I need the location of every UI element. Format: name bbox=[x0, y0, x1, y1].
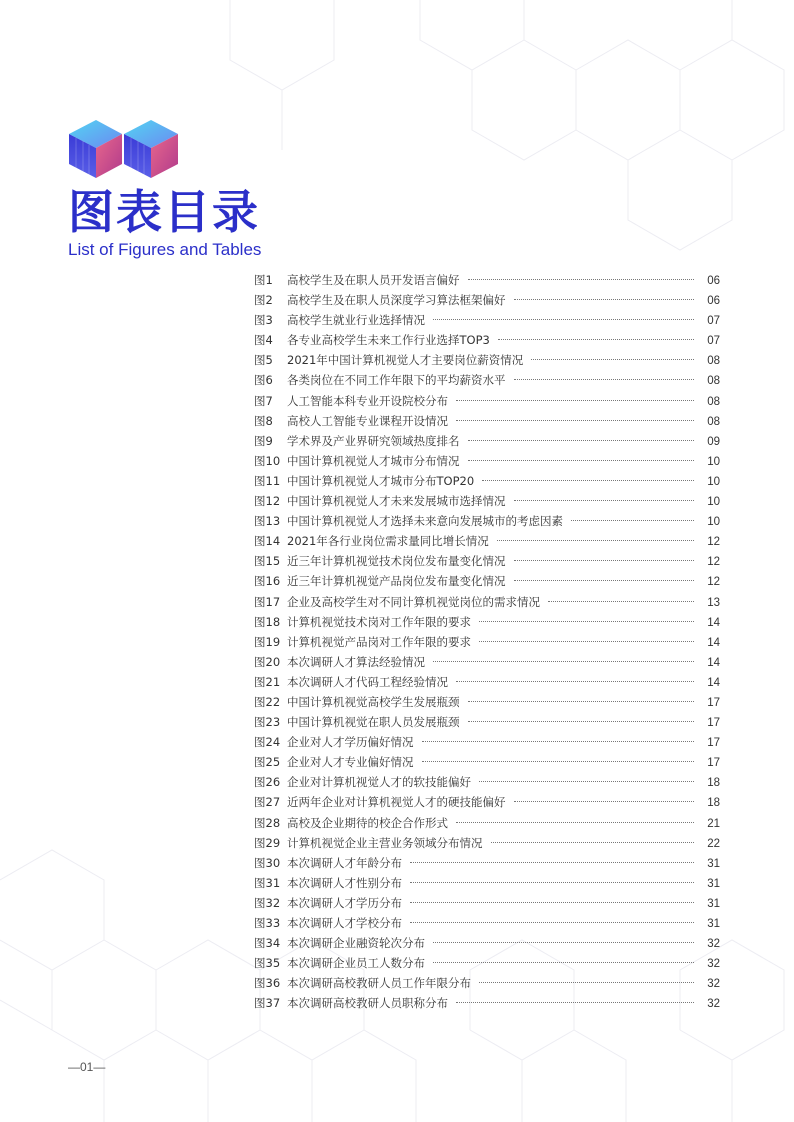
figure-page-number: 17 bbox=[707, 717, 720, 730]
figure-page-number: 18 bbox=[707, 797, 720, 810]
figure-number: 图31 bbox=[254, 875, 281, 890]
toc-entry[interactable] bbox=[254, 893, 720, 913]
dot-leader bbox=[410, 882, 694, 883]
page-title: 图表目录 bbox=[68, 185, 260, 239]
figure-page-number: 14 bbox=[707, 656, 720, 669]
figure-page-number: 10 bbox=[707, 455, 720, 468]
figure-number: 图30 bbox=[254, 855, 281, 870]
dot-leader bbox=[456, 400, 694, 401]
figure-page-number: 07 bbox=[707, 335, 720, 348]
figure-page-number: 10 bbox=[707, 496, 720, 509]
figure-number: 图18 bbox=[254, 614, 281, 629]
figure-title: 本次调研人才性别分布 bbox=[287, 875, 402, 890]
figure-page-number: 32 bbox=[707, 998, 720, 1011]
figure-number: 图10 bbox=[254, 453, 281, 468]
toc-entry[interactable] bbox=[254, 270, 720, 290]
toc-entry[interactable] bbox=[254, 873, 720, 893]
figure-page-number: 32 bbox=[707, 958, 720, 971]
dot-leader bbox=[491, 842, 695, 843]
figure-number: 图7 bbox=[254, 393, 273, 408]
toc-entry[interactable] bbox=[254, 632, 720, 652]
figure-page-number: 14 bbox=[707, 616, 720, 629]
figure-number: 图14 bbox=[254, 534, 281, 549]
figure-title: 中国计算机视觉人才选择未来意向发展城市的考虑因素 bbox=[287, 514, 563, 529]
toc-entry[interactable] bbox=[254, 752, 720, 772]
figure-number: 图1 bbox=[254, 273, 273, 287]
dot-leader bbox=[497, 540, 694, 541]
figure-page-number: 08 bbox=[707, 395, 720, 408]
dot-leader bbox=[456, 822, 694, 823]
dot-leader bbox=[433, 661, 694, 662]
dot-leader bbox=[433, 962, 694, 963]
toc-entry[interactable] bbox=[254, 491, 720, 511]
dot-leader bbox=[571, 520, 694, 521]
figure-title: 计算机视觉产品岗对工作年限的要求 bbox=[287, 634, 471, 649]
figure-title: 学术界及产业界研究领域热度排名 bbox=[287, 433, 460, 448]
dot-leader bbox=[479, 641, 694, 642]
figure-title: 高校学生及在职人员开发语言偏好 bbox=[287, 273, 460, 287]
figure-number: 图2 bbox=[254, 293, 273, 308]
dot-leader bbox=[531, 359, 694, 360]
figure-number: 图22 bbox=[254, 694, 281, 709]
toc-entry[interactable] bbox=[254, 813, 720, 833]
page-number: —01— bbox=[68, 1060, 106, 1074]
figure-title: 近三年计算机视觉产品岗位发布量变化情况 bbox=[287, 574, 506, 589]
figure-page-number: 31 bbox=[707, 918, 720, 930]
dot-leader bbox=[468, 440, 695, 441]
dot-leader bbox=[479, 982, 694, 983]
dot-leader bbox=[422, 741, 695, 742]
figure-number: 图20 bbox=[254, 654, 281, 669]
figure-page-number: 14 bbox=[707, 636, 720, 649]
figure-number: 图25 bbox=[254, 755, 281, 770]
figure-title: 企业对人才专业偏好情况 bbox=[287, 755, 414, 770]
figure-number: 图24 bbox=[254, 735, 281, 750]
figure-number: 图16 bbox=[254, 574, 281, 589]
dot-leader bbox=[468, 701, 695, 702]
figure-title: 人工智能本科专业开设院校分布 bbox=[287, 393, 448, 408]
dot-leader bbox=[514, 379, 695, 380]
dot-leader bbox=[468, 460, 695, 461]
figure-number: 图34 bbox=[254, 936, 281, 951]
figure-page-number: 32 bbox=[707, 978, 720, 991]
figure-title: 本次调研人才年龄分布 bbox=[287, 855, 402, 870]
isometric-cubes-icon bbox=[66, 116, 184, 182]
toc-entry[interactable] bbox=[254, 973, 720, 993]
toc-entry[interactable] bbox=[254, 431, 720, 451]
figure-title: 中国计算机视觉人才城市分布TOP20 bbox=[287, 473, 475, 488]
figure-title: 企业及高校学生对不同计算机视觉岗位的需求情况 bbox=[287, 594, 540, 609]
toc-entry[interactable] bbox=[254, 370, 720, 390]
dot-leader bbox=[456, 1002, 694, 1003]
figure-page-number: 13 bbox=[707, 596, 720, 609]
figure-title: 本次调研高校教研人员工作年限分布 bbox=[287, 976, 471, 991]
figure-number: 图28 bbox=[254, 815, 281, 830]
toc-entry[interactable] bbox=[254, 993, 720, 1013]
figure-title: 本次调研高校教研人员职称分布 bbox=[287, 996, 448, 1011]
figure-title: 本次调研人才算法经验情况 bbox=[287, 654, 425, 669]
toc-entry[interactable] bbox=[254, 350, 720, 370]
figure-title: 高校人工智能专业课程开设情况 bbox=[287, 413, 448, 428]
figure-title: 近两年企业对计算机视觉人才的硬技能偏好 bbox=[287, 795, 506, 810]
dot-leader bbox=[548, 601, 694, 602]
figure-number: 图8 bbox=[254, 413, 273, 428]
figure-title: 计算机视觉企业主营业务领域分布情况 bbox=[287, 835, 483, 850]
figure-page-number: 12 bbox=[707, 556, 720, 569]
toc-entry[interactable] bbox=[254, 913, 720, 933]
figure-number: 图6 bbox=[254, 373, 273, 388]
figure-number: 图15 bbox=[254, 554, 281, 569]
figure-number: 图37 bbox=[254, 996, 281, 1011]
figure-page-number: 12 bbox=[707, 576, 720, 589]
toc-entry[interactable] bbox=[254, 290, 720, 310]
figure-page-number: 31 bbox=[707, 857, 720, 870]
dot-leader bbox=[514, 560, 695, 561]
toc-entry[interactable] bbox=[254, 411, 720, 431]
figure-page-number: 18 bbox=[707, 777, 720, 790]
figure-title: 企业对人才学历偏好情况 bbox=[287, 735, 414, 750]
figure-page-number: 07 bbox=[707, 315, 720, 328]
figure-number: 图3 bbox=[254, 313, 273, 328]
toc-entry[interactable] bbox=[254, 853, 720, 873]
toc-entry[interactable] bbox=[254, 672, 720, 692]
figure-page-number: 14 bbox=[707, 676, 720, 689]
figure-page-number: 06 bbox=[707, 275, 720, 287]
dot-leader bbox=[410, 862, 694, 863]
figure-title: 2021年各行业岗位需求量同比增长情况 bbox=[287, 534, 489, 549]
figure-page-number: 10 bbox=[707, 475, 720, 488]
toc-entry[interactable] bbox=[254, 531, 720, 551]
toc-entry[interactable] bbox=[254, 933, 720, 953]
figure-page-number: 32 bbox=[707, 938, 720, 951]
dot-leader bbox=[410, 902, 694, 903]
figure-page-number: 10 bbox=[707, 516, 720, 529]
figure-page-number: 06 bbox=[707, 295, 720, 308]
figure-page-number: 31 bbox=[707, 897, 720, 910]
figure-title: 高校学生及在职人员深度学习算法框架偏好 bbox=[287, 293, 506, 308]
figure-title: 中国计算机视觉人才城市分布情况 bbox=[287, 453, 460, 468]
figure-title: 高校学生就业行业选择情况 bbox=[287, 313, 425, 328]
figure-page-number: 08 bbox=[707, 375, 720, 388]
toc-entry[interactable] bbox=[254, 652, 720, 672]
toc-entry[interactable] bbox=[254, 571, 720, 591]
dot-leader bbox=[468, 721, 695, 722]
figure-number: 图9 bbox=[254, 433, 273, 448]
figure-title: 各类岗位在不同工作年限下的平均薪资水平 bbox=[287, 373, 506, 388]
toc-entry[interactable] bbox=[254, 330, 720, 350]
figure-page-number: 17 bbox=[707, 757, 720, 770]
figure-page-number: 09 bbox=[707, 435, 720, 448]
figure-title: 本次调研企业融资轮次分布 bbox=[287, 936, 425, 951]
figure-number: 图36 bbox=[254, 976, 281, 991]
figure-number: 图21 bbox=[254, 674, 281, 689]
dot-leader bbox=[456, 681, 694, 682]
figure-number: 图33 bbox=[254, 916, 281, 930]
figure-number: 图26 bbox=[254, 775, 281, 790]
toc-entry[interactable] bbox=[254, 612, 720, 632]
dot-leader bbox=[456, 420, 694, 421]
dot-leader bbox=[410, 922, 694, 923]
figure-title: 各专业高校学生未来工作行业选择TOP3 bbox=[287, 333, 490, 348]
figure-title: 本次调研人才学校分布 bbox=[287, 916, 402, 930]
toc-entry[interactable] bbox=[254, 732, 720, 752]
figure-page-number: 17 bbox=[707, 737, 720, 750]
dot-leader bbox=[479, 621, 694, 622]
figure-page-number: 17 bbox=[707, 696, 720, 709]
toc-entry[interactable] bbox=[254, 551, 720, 571]
figure-title: 近三年计算机视觉技术岗位发布量变化情况 bbox=[287, 554, 506, 569]
figure-page-number: 08 bbox=[707, 355, 720, 368]
figure-page-number: 21 bbox=[707, 817, 720, 830]
dot-leader bbox=[514, 500, 695, 501]
figure-number: 图23 bbox=[254, 715, 281, 730]
dot-leader bbox=[468, 279, 695, 280]
dot-leader bbox=[433, 319, 694, 320]
figure-number: 图32 bbox=[254, 895, 281, 910]
figure-number: 图27 bbox=[254, 795, 281, 810]
figure-number: 图17 bbox=[254, 594, 281, 609]
toc-entry[interactable] bbox=[254, 310, 720, 330]
figure-number: 图12 bbox=[254, 494, 281, 509]
figure-title: 高校及企业期待的校企合作形式 bbox=[287, 815, 448, 830]
toc-entry[interactable] bbox=[254, 712, 720, 732]
dot-leader bbox=[514, 299, 695, 300]
dot-leader bbox=[482, 480, 694, 481]
figure-title: 本次调研人才代码工程经验情况 bbox=[287, 674, 448, 689]
figure-page-number: 08 bbox=[707, 415, 720, 428]
dot-leader bbox=[498, 339, 694, 340]
figure-title: 本次调研企业员工人数分布 bbox=[287, 956, 425, 971]
figure-number: 图5 bbox=[254, 353, 273, 368]
page-subtitle: List of Figures and Tables bbox=[68, 240, 262, 259]
figure-page-number: 12 bbox=[707, 536, 720, 549]
toc-entry[interactable] bbox=[254, 953, 720, 973]
figure-title: 计算机视觉技术岗对工作年限的要求 bbox=[287, 614, 471, 629]
figure-page-number: 31 bbox=[707, 877, 720, 890]
toc-entry[interactable] bbox=[254, 592, 720, 612]
dot-leader bbox=[479, 781, 694, 782]
figure-number: 图4 bbox=[254, 333, 273, 348]
figure-number: 图35 bbox=[254, 956, 281, 971]
toc-entry[interactable] bbox=[254, 792, 720, 812]
figure-number: 图29 bbox=[254, 835, 281, 850]
toc-entry[interactable] bbox=[254, 471, 720, 491]
figure-title: 本次调研人才学历分布 bbox=[287, 895, 402, 910]
toc-entry[interactable] bbox=[254, 833, 720, 853]
toc-entry[interactable] bbox=[254, 391, 720, 411]
figure-title: 2021年中国计算机视觉人才主要岗位薪资情况 bbox=[287, 353, 524, 368]
toc-entry[interactable] bbox=[254, 772, 720, 792]
toc-entry[interactable] bbox=[254, 451, 720, 471]
figure-title: 中国计算机视觉高校学生发展瓶颈 bbox=[287, 694, 460, 709]
figure-number: 图13 bbox=[254, 514, 281, 529]
dot-leader bbox=[422, 761, 695, 762]
toc-entry[interactable] bbox=[254, 511, 720, 531]
figure-title: 中国计算机视觉在职人员发展瓶颈 bbox=[287, 715, 460, 730]
figure-number: 图11 bbox=[254, 473, 281, 488]
figure-title: 中国计算机视觉人才未来发展城市选择情况 bbox=[287, 494, 506, 509]
figure-number: 图19 bbox=[254, 634, 281, 649]
toc-entry[interactable] bbox=[254, 692, 720, 712]
dot-leader bbox=[433, 942, 694, 943]
dot-leader bbox=[514, 801, 695, 802]
figure-title: 企业对计算机视觉人才的软技能偏好 bbox=[287, 775, 471, 790]
dot-leader bbox=[514, 580, 695, 581]
figure-page-number: 22 bbox=[707, 837, 720, 850]
figure-list bbox=[254, 270, 720, 1013]
